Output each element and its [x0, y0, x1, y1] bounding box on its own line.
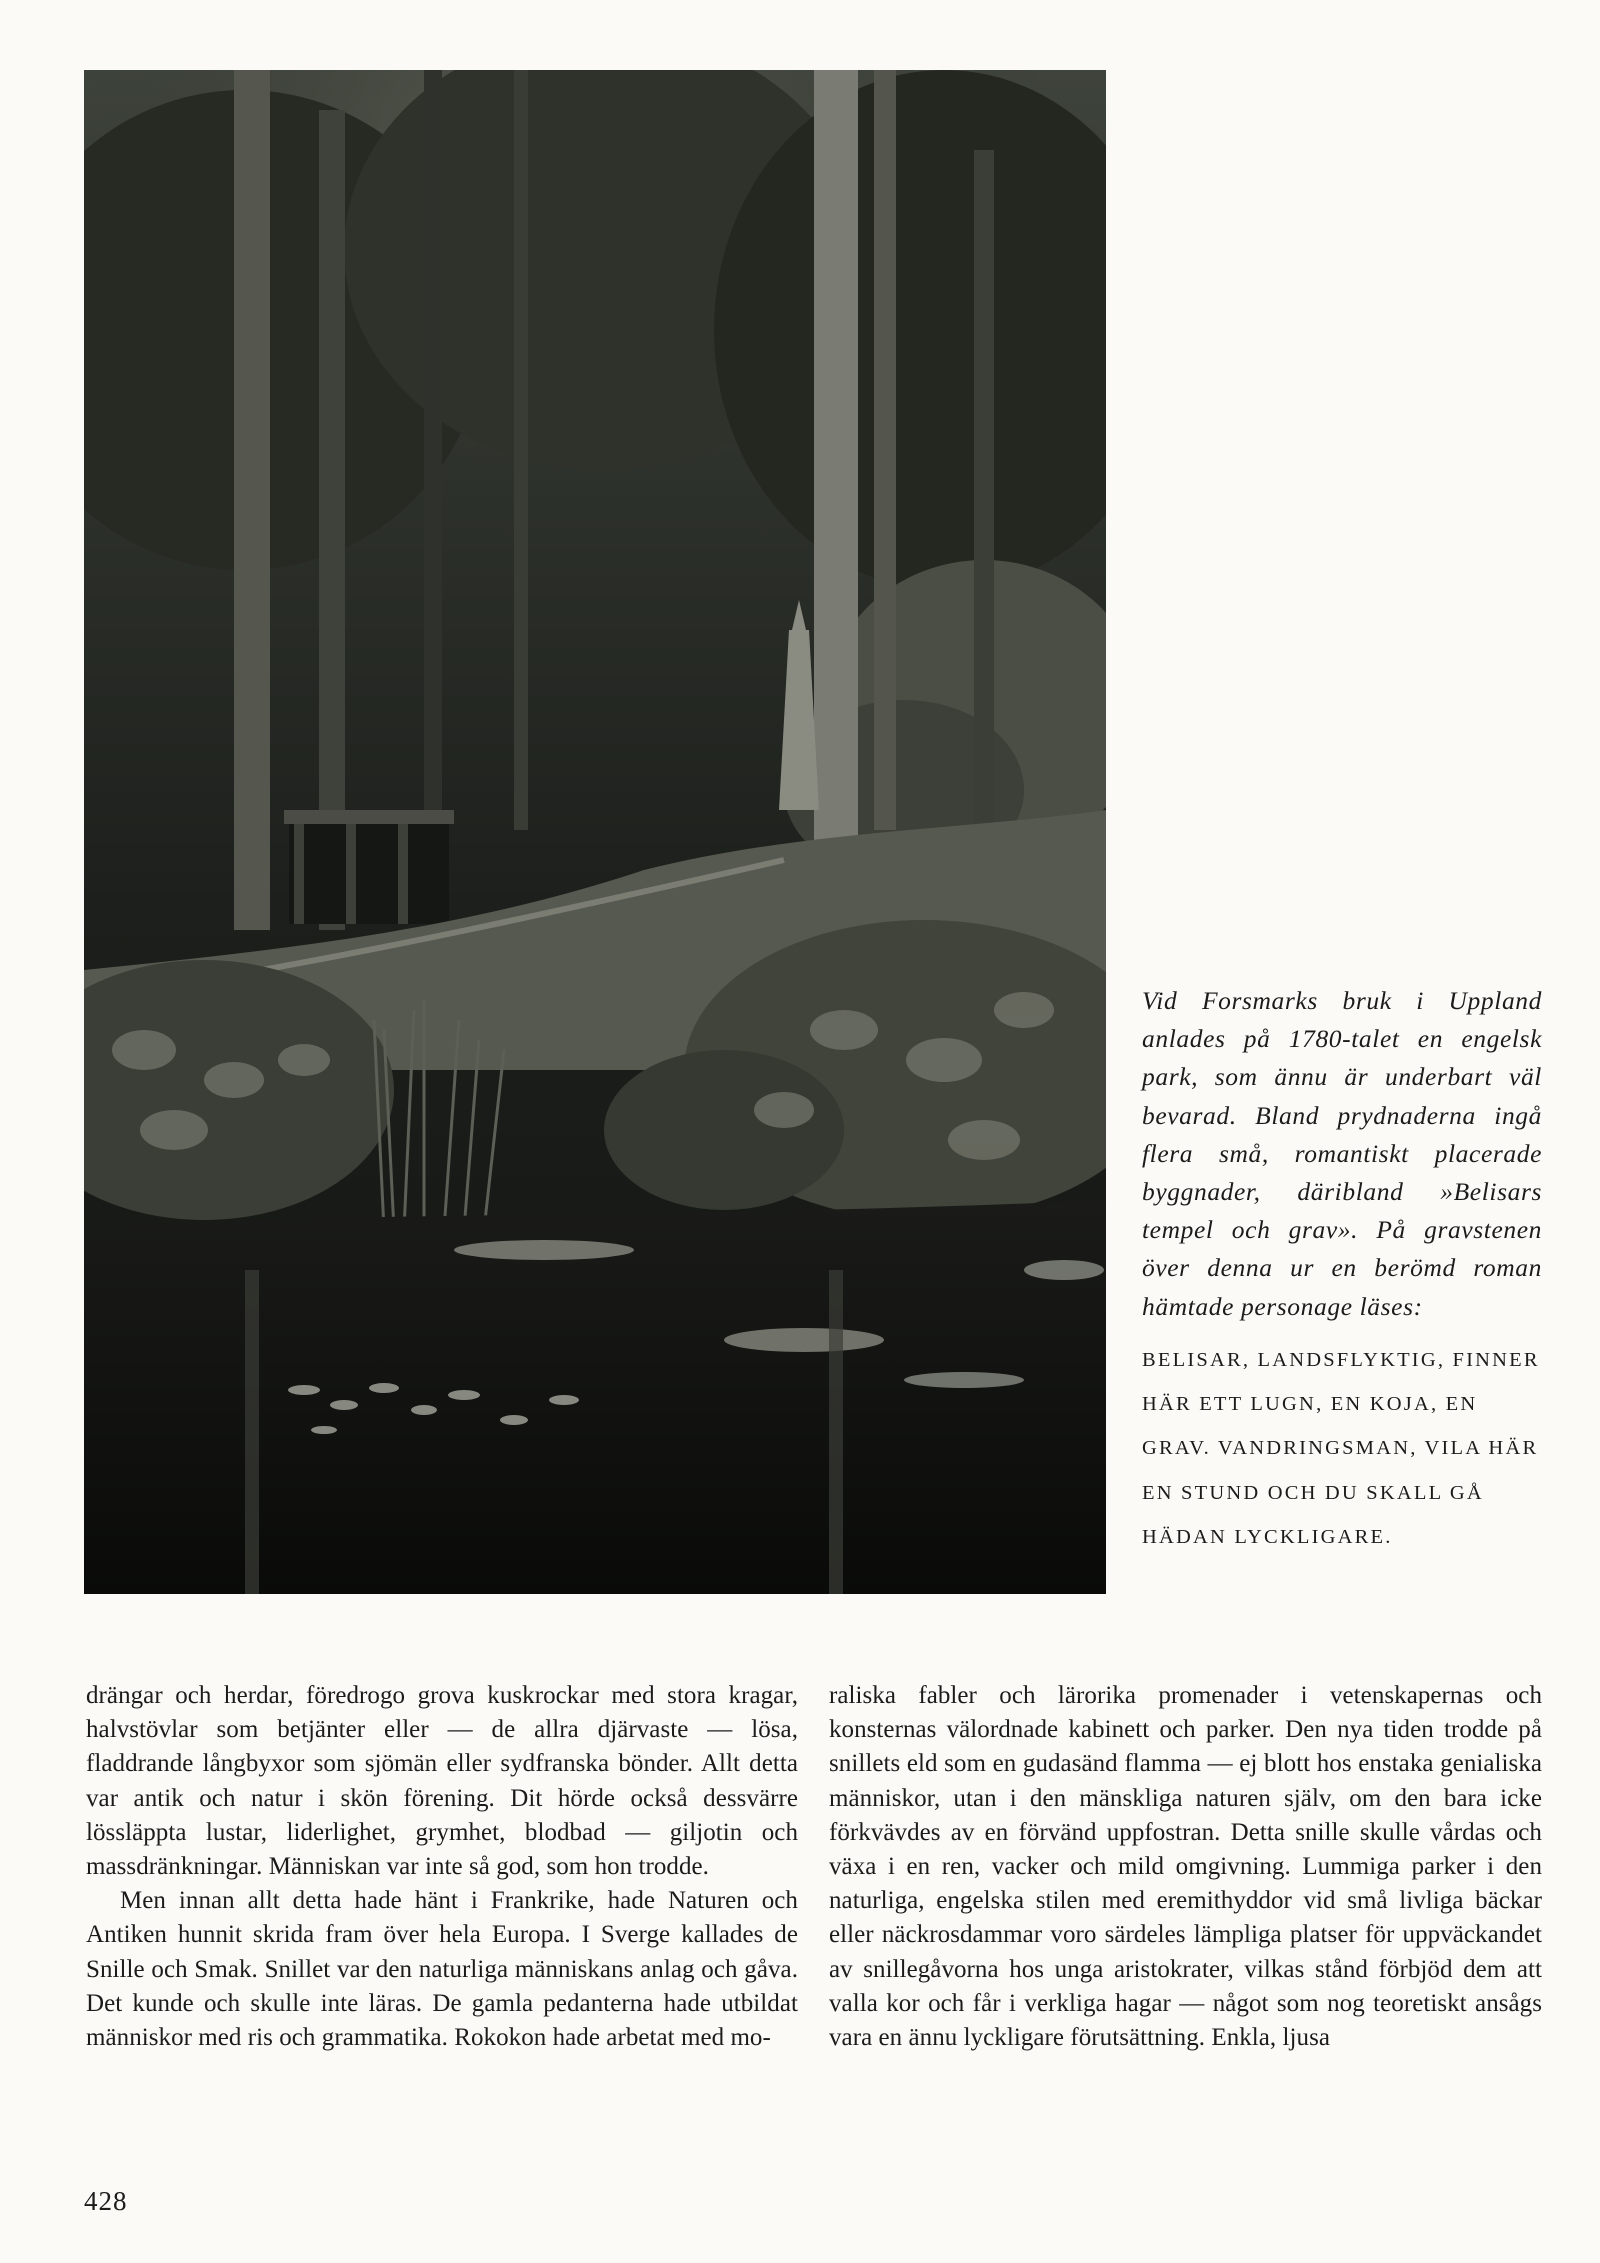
body-column-left: [86, 1679, 798, 2055]
park-photograph: [84, 70, 1106, 1594]
forest-park-pond-photo-icon: [84, 70, 1106, 1594]
body-paragraph: drängar och herdar, föredrogo grova kuskrockar med stora kragar, halvstövlar som betjänter eller — de allra djärvaste — lösa, fladdrande långbyxor som sjömän eller sydfranska bönder. Allt detta var antik och natur i skön förening. Dit hörde också dessvärre lössläppta lustar, liderlighet, grymhet, blodbad — giljotin och massdränkningar. Människan var inte så god, som hon trodde.: [86, 1682, 798, 1881]
body-column-right: [829, 1679, 1542, 2055]
page-number: 428: [84, 2186, 128, 2216]
body-paragraph: raliska fabler och lärorika promenader i vetenskapernas och konsternas välordnade kabinett och parker. Den nya tiden trodde på snillets eld som en gudasänd flamma — ej blott hos enstaka genialiska människor, utan i den mänskliga naturen själv, om den bara icke förkvävdes av en förvänd uppfostran. Detta snille skulle vårdas och växa i en ren, vacker och mild omgivning. Lummiga parker i den naturliga, engelska stilen med eremithyddor vid små livliga bäckar eller näckrosdammar voro särdeles lämpliga platser för uppväckandet av snillegåvorna hos unga aristokrater, vilkas stånd förbjöd dem att valla kor och får i verkliga hagar — något som nog teoretiskt ansågs vara en ännu lyckligare förutsättning. Enkla, ljusa: [829, 1682, 1542, 2052]
caption-inscription: BELISAR, LANDSFLYKTIG, FINNER HÄR ETT LUGN, EN KOJA, EN GRAV. VANDRINGSMAN, VILA HÄR EN STUND OCH DU SKALL GÅ HÄDAN LYCKLIGARE.: [1142, 1348, 1540, 1549]
caption-text: Vid Forsmarks bruk i Uppland anlades på 1780-talet en engelsk park, som ännu är underbart väl bevarad. Bland prydnaderna ingå flera små, romantiskt placerade byggnader, däribland »Belisars tempel och grav». På gravstenen över denna ur en berömd roman hämtade personage läses:: [1142, 986, 1542, 1321]
body-paragraph: Men innan allt detta hade hänt i Frankrike, hade Naturen och Antiken hunnit skrida fram över hela Europa. I Sverge kallades de Snille och Smak. Snillet var den naturliga människans anlag och gåva. Det kunde och skulle inte läras. De gamla pedanterna hade utbildat människor med ris och grammatika. Rokokon hade arbetat med mo-: [86, 1887, 798, 2052]
photo-caption: [1142, 982, 1542, 1559]
